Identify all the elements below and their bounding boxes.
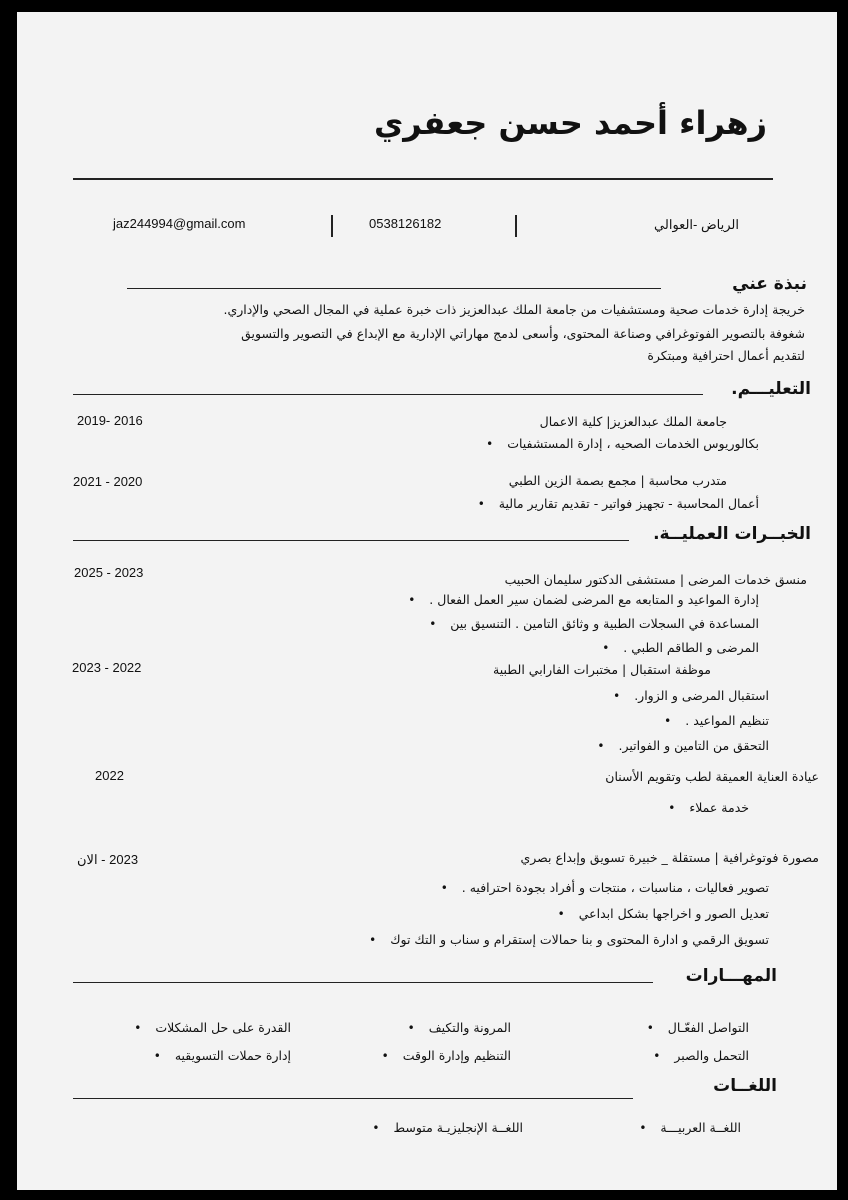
full-name: زهراء أحمد حسن جعفري (373, 104, 767, 142)
experience-title: عيادة العناية العميقة لطب وتقويم الأسنان (605, 769, 819, 784)
education-bullet: بكالوريوس الخدمات الصحيه ، إدارة المستشفيات • (486, 436, 759, 451)
about-line: خريجة إدارة خدمات صحية ومستشفيات من جامعة الملك عبدالعزيز ذات خبرة عملية في المجال الصحي والإداري. (223, 302, 805, 317)
skill-item: المرونة والتكيف • (408, 1020, 511, 1035)
skill-item: إدارة حملات التسويقيه • (154, 1048, 291, 1063)
experience-date: 2025 - 2023 (74, 565, 144, 580)
divider (73, 982, 653, 983)
education-title: متدرب محاسبة | مجمع بصمة الزين الطبي (508, 473, 727, 488)
experience-bullet: المساعدة في السجلات الطبية و وثائق التامين . التنسيق بين • (429, 616, 759, 631)
divider (73, 1098, 633, 1099)
education-bullet: أعمال المحاسبة - تجهيز فواتير - تقديم تقارير مالية • (478, 496, 759, 511)
education-heading: التعليـــم. (731, 379, 811, 399)
skill-item: التحمل والصبر • (653, 1048, 749, 1063)
skill-item: التنظيم وإدارة الوقت • (382, 1048, 511, 1063)
divider (73, 178, 773, 180)
divider (73, 540, 629, 541)
experience-title: مصورة فوتوغرافية | مستقلة _ خبيرة تسويق وإبداع بصري (520, 850, 819, 865)
skill-item: التواصل الفعّـال • (647, 1020, 749, 1035)
skills-heading: المهـــارات (685, 966, 777, 986)
experience-bullet: تصوير فعاليات ، مناسبات ، منتجات و أفراد بجودة احترافيه . • (441, 880, 769, 895)
education-title: جامعة الملك عبدالعزيز| كلية الاعمال (539, 414, 727, 429)
language-item: اللغــة الإنجليزيـة متوسط • (372, 1120, 523, 1135)
experience-bullet: المرضى و الطاقم الطبي . • (602, 640, 759, 655)
separator (515, 215, 517, 237)
experience-date: 2023 - 2022 (72, 660, 142, 675)
location: الرياض -العوالي (654, 217, 739, 232)
languages-heading: اللغــات (713, 1076, 777, 1096)
separator (331, 215, 333, 237)
experience-heading: الخبــرات العمليــة. (653, 524, 811, 544)
about-line: لتقديم أعمال احترافية ومبتكرة (647, 348, 805, 363)
phone[interactable]: 0538126182 (369, 216, 442, 231)
about-line: شغوفة بالتصوير الفوتوغرافي وصناعة المحتوى، وأسعى لدمج مهاراتي الإدارية مع الإبداع في التصوير والتسويق (241, 326, 805, 341)
experience-title: منسق خدمات المرضى | مستشفى الدكتور سليمان الحبيب (504, 572, 807, 587)
education-date: 2021 - 2020 (73, 474, 143, 489)
email[interactable]: jaz244994@gmail.com (113, 216, 246, 231)
education-date: 2019- 2016 (77, 413, 143, 428)
experience-date: 2022 (95, 768, 124, 783)
experience-bullet: تنظيم المواعيد . • (664, 713, 769, 728)
experience-bullet: استقبال المرضى و الزوار. • (613, 688, 769, 703)
skill-item: القدرة على حل المشكلات • (134, 1020, 291, 1035)
experience-bullet: خدمة عملاء • (668, 800, 749, 815)
about-heading: نبذة عني (732, 274, 807, 294)
experience-bullet: إدارة المواعيد و المتابعه مع المرضى لضمان سير العمل الفعال . • (408, 592, 759, 607)
divider (73, 394, 703, 395)
resume-page (17, 12, 837, 1190)
language-item: اللغــة العربيـــة • (639, 1120, 741, 1135)
experience-title: موظفة استقبال | مختبرات الفارابي الطبية (493, 662, 711, 677)
experience-bullet: التحقق من التامين و الفواتير. • (597, 738, 769, 753)
experience-date: 2023 - الان (77, 852, 139, 867)
divider (127, 288, 661, 289)
experience-bullet: تسويق الرقمي و ادارة المحتوى و بنا حمالات إستقرام و سناب و التك توك • (369, 932, 769, 947)
experience-bullet: تعديل الصور و اخراجها بشكل ابداعي • (558, 906, 769, 921)
